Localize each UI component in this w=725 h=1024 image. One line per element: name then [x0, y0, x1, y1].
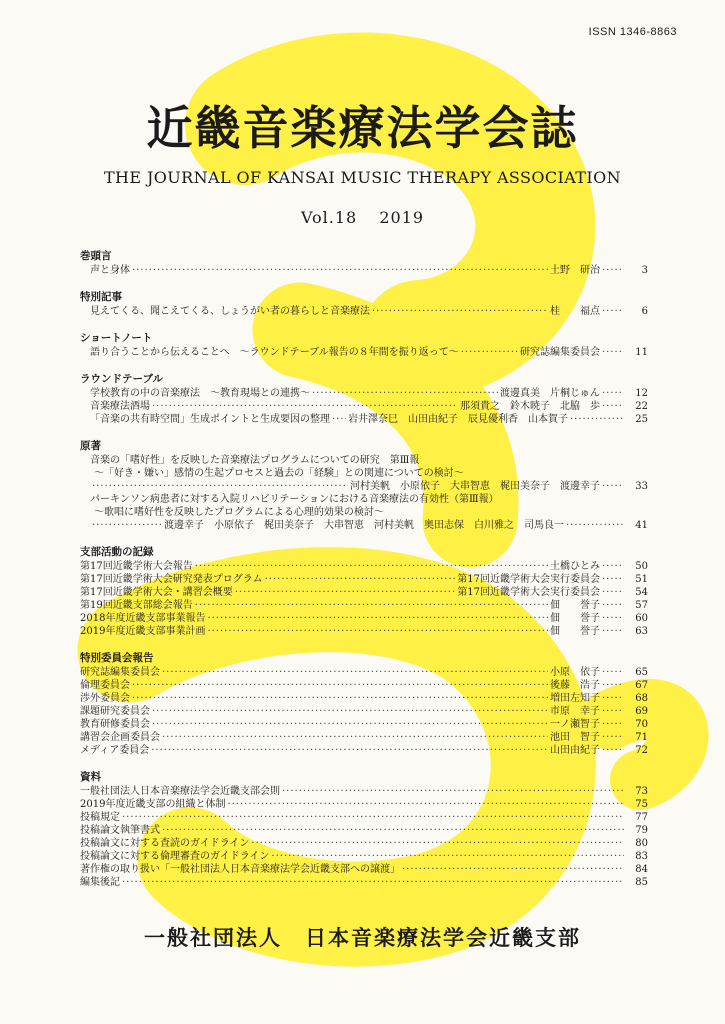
dot-leader [602, 705, 624, 718]
entry-page: 73 [635, 786, 648, 797]
entry-page: 57 [635, 600, 648, 611]
entry-author: 研究誌編集委員会 [520, 347, 600, 358]
entry-title: 編集後記 [80, 877, 120, 888]
dot-leader [461, 346, 518, 359]
dot-leader [602, 744, 624, 757]
table-of-contents [80, 250, 648, 889]
toc-entry[interactable] [80, 305, 648, 318]
dot-leader [602, 625, 624, 638]
toc-entry[interactable] [80, 346, 648, 359]
entry-title: 課題研究委員会 [80, 706, 150, 717]
entry-author: 小原 依子 [550, 667, 600, 678]
entry-author: 第17回近畿学術大会実行委員会 [457, 587, 600, 598]
entry-page: 80 [635, 838, 648, 849]
toc-entry[interactable] [80, 705, 648, 718]
dot-leader [602, 573, 624, 586]
entry-page: 75 [635, 799, 648, 810]
entry-page: 50 [635, 561, 648, 572]
dot-leader [570, 413, 624, 426]
dot-leader [92, 480, 348, 493]
toc-entry[interactable] [80, 679, 648, 692]
entry-title: 2019年度近畿支部事業計画 [80, 626, 206, 637]
article-title-line[interactable]: 音楽の「嗜好性」を反映した音楽療法プログラムについての研究 第Ⅲ報 [90, 455, 420, 466]
entry-page: 22 [635, 401, 648, 412]
dot-leader [152, 718, 548, 731]
toc-entry[interactable] [80, 264, 648, 277]
entry-title: 見えてくる、聞こえてくる、しょうがい者の暮らしと音楽療法 [90, 306, 370, 317]
dot-leader [602, 400, 624, 413]
toc-entry[interactable] [80, 718, 648, 731]
toc-entry[interactable] [80, 666, 648, 679]
entry-page: 3 [641, 265, 648, 276]
entry-author: 第17回近畿学術大会実行委員会 [457, 574, 600, 585]
entry-author: 増田左知子 [550, 693, 600, 704]
toc-entry[interactable] [80, 798, 648, 811]
toc-entry[interactable] [80, 573, 648, 586]
toc-section-preface [80, 250, 648, 277]
dot-leader [265, 573, 456, 586]
entry-page: 63 [635, 626, 648, 637]
toc-entry[interactable] [80, 850, 648, 863]
entry-title: 投稿論文に対する査読のガイドライン [80, 838, 250, 849]
dot-leader [235, 586, 456, 599]
dot-leader [251, 837, 624, 850]
toc-entry[interactable] [80, 837, 648, 850]
section-heading: 特別記事 [80, 291, 122, 303]
entry-page: 25 [635, 414, 648, 425]
section-heading: ショートノート [80, 332, 153, 344]
dot-leader [602, 346, 624, 359]
entry-author: 土橋ひとみ [550, 561, 600, 572]
volume-number: Vol.18 [300, 208, 358, 227]
toc-section-special [80, 291, 648, 318]
toc-entry[interactable] [80, 811, 648, 824]
entry-author: 桂 福点 [550, 306, 600, 317]
toc-entry[interactable] [80, 863, 648, 876]
entry-title: 第19回近畿支部総会報告 [80, 600, 193, 611]
entry-page: 68 [635, 693, 648, 704]
section-heading: 原著 [80, 440, 101, 452]
entry-title: 第17回近畿学術大会報告 [80, 561, 193, 572]
entry-page: 77 [635, 812, 648, 823]
entry-page: 70 [635, 719, 648, 730]
toc-entry[interactable] [80, 612, 648, 625]
entry-author: 後藤 浩子 [550, 680, 600, 691]
toc-section-materials [80, 771, 648, 889]
dot-leader [195, 560, 548, 573]
dot-leader [282, 785, 624, 798]
dot-leader [207, 612, 548, 625]
dot-leader [602, 612, 624, 625]
entry-author: 那須貴之 鈴木暁子 北脇 歩 [460, 401, 600, 412]
publication-year: 2019 [379, 208, 425, 227]
toc-section-committee-reports [80, 652, 648, 757]
dot-leader [207, 625, 548, 638]
dot-leader [195, 599, 548, 612]
entry-author: 市原 幸子 [550, 706, 600, 717]
entry-page: 65 [635, 667, 648, 678]
entry-author: 池田 智子 [550, 732, 600, 743]
article-subtitle-line: ～歌唱に嗜好性を反映したプログラムによる心理的効果の検討～ [94, 507, 384, 518]
entry-page: 11 [635, 347, 648, 358]
section-heading: 資料 [80, 771, 101, 783]
dot-leader [602, 692, 624, 705]
entry-title: 研究誌編集委員会 [80, 667, 160, 678]
dot-leader [132, 264, 548, 277]
toc-section-original [80, 440, 648, 532]
dot-leader [602, 480, 624, 493]
entry-title: 学校教育の中の音楽療法 ～教育現場との連携～ [90, 388, 310, 399]
dot-leader [162, 731, 548, 744]
entry-author: 一ノ瀬智子 [550, 719, 600, 730]
toc-entry[interactable] [80, 744, 648, 757]
entry-title: 投稿論文執筆書式 [80, 825, 160, 836]
toc-entry[interactable] [80, 692, 648, 705]
entry-page: 60 [635, 613, 648, 624]
entry-author: 河村美帆 小原依子 大串智恵 梶田美奈子 渡邊幸子 [350, 481, 600, 492]
entry-author: 佃 誉子 [550, 600, 600, 611]
dot-leader [152, 705, 548, 718]
entry-title: 一般社団法人日本音楽療法学会近畿支部会則 [80, 786, 280, 797]
entry-author: 岩井澤奈巳 山田由紀子 辰見優利香 山本賀子 [348, 414, 568, 425]
toc-entry[interactable] [80, 519, 648, 532]
entry-page: 84 [635, 864, 648, 875]
entry-title: 著作権の取り扱い「一般社団法人日本音楽療法学会近畿支部への譲渡」 [80, 864, 400, 875]
toc-entry[interactable] [80, 480, 648, 493]
entry-title: 語り合うことから伝えることへ ～ラウンドテーブル報告の８年間を振り返って～ [90, 347, 459, 358]
entry-title: 投稿論文に対する倫理審査のガイドライン [80, 851, 270, 862]
dot-leader [602, 718, 624, 731]
toc-entry[interactable] [80, 824, 648, 837]
entry-title: 渉外委員会 [80, 693, 130, 704]
entry-title: 2019年度近畿支部の組織と体制 [80, 799, 226, 810]
dot-leader [151, 744, 548, 757]
entry-author: 渡邊真美 片桐じゅん [500, 388, 600, 399]
entry-page: 33 [635, 481, 648, 492]
dot-leader [602, 666, 624, 679]
dot-leader [312, 387, 498, 400]
section-heading: 特別委員会報告 [80, 652, 154, 664]
entry-author: 渡邊幸子 小原依子 梶田美奈子 大串智恵 河村美帆 奥田志保 白川雅之 司馬良一 [164, 520, 564, 531]
toc-entry[interactable] [80, 731, 648, 744]
dot-leader [602, 387, 624, 400]
toc-section-short-note [80, 332, 648, 359]
section-heading: ラウンドテーブル [80, 373, 164, 385]
entry-author: 佃 誉子 [550, 626, 600, 637]
dot-leader [162, 824, 624, 837]
toc-entry[interactable] [80, 413, 648, 426]
section-heading: 支部活動の記録 [80, 546, 154, 558]
toc-entry[interactable] [80, 400, 648, 413]
dot-leader [152, 400, 458, 413]
entry-page: 51 [635, 574, 648, 585]
dot-leader [271, 850, 624, 863]
entry-page: 71 [635, 732, 648, 743]
entry-title: メディア委員会 [80, 745, 150, 756]
entry-author: 土野 研治 [550, 265, 600, 276]
toc-entry[interactable] [80, 586, 648, 599]
entry-page: 67 [635, 680, 648, 691]
toc-entry[interactable] [80, 785, 648, 798]
dot-leader [92, 519, 162, 532]
dot-leader [372, 305, 548, 318]
issn-number: ISSN 1346-8863 [588, 26, 677, 38]
entry-page: 12 [635, 388, 648, 399]
dot-leader [602, 731, 624, 744]
dot-leader [602, 560, 624, 573]
entry-title: 声と身体 [90, 265, 130, 276]
entry-page: 72 [635, 745, 648, 756]
section-heading: 巻頭言 [80, 250, 112, 262]
article-subtitle-line: ～「好き・嫌い」感情の生起プロセスと過去の「経験」との関連についての検討～ [94, 468, 464, 479]
entry-title: 講習会企画委員会 [80, 732, 160, 743]
entry-title: 倫理委員会 [80, 680, 130, 691]
entry-page: 6 [641, 306, 648, 317]
dot-leader [122, 811, 624, 824]
dot-leader [162, 666, 548, 679]
entry-author: 山田由紀子 [550, 745, 600, 756]
entry-author: 佃 誉子 [550, 613, 600, 624]
entry-page: 41 [635, 520, 648, 531]
article-title-line[interactable]: パーキンソン病患者に対する入院リハビリテーションにおける音楽療法の有効性（第Ⅲ報） [90, 494, 499, 505]
toc-section-roundtable [80, 373, 648, 426]
toc-entry[interactable] [80, 876, 648, 889]
toc-entry[interactable] [80, 560, 648, 573]
journal-title-japanese: 近畿音楽療法学会誌 [146, 101, 579, 155]
entry-title: 「音楽の共有時空間」生成ポイントと生成要因の整理 [90, 414, 330, 425]
entry-page: 85 [635, 877, 648, 888]
journal-title-english: THE JOURNAL OF KANSAI MUSIC THERAPY ASSOCIATION [103, 168, 622, 187]
toc-entry[interactable] [80, 625, 648, 638]
entry-page: 83 [635, 851, 648, 862]
dot-leader [602, 586, 624, 599]
dot-leader [602, 599, 624, 612]
entry-page: 69 [635, 706, 648, 717]
entry-title: 第17回近畿学術大会研究発表プログラム [80, 574, 263, 585]
entry-title: 教育研修委員会 [80, 719, 150, 730]
dot-leader [602, 679, 624, 692]
entry-page: 79 [635, 825, 648, 836]
dot-leader [602, 305, 624, 318]
entry-title: 音楽療法酒場 [90, 401, 150, 412]
dot-leader [227, 798, 624, 811]
dot-leader [122, 876, 624, 889]
entry-title: 2018年度近畿支部事業報告 [80, 613, 206, 624]
entry-page: 54 [635, 587, 648, 598]
volume-line [0, 208, 725, 227]
dot-leader [566, 519, 624, 532]
dot-leader [132, 679, 548, 692]
toc-entry[interactable] [80, 599, 648, 612]
dot-leader [402, 863, 624, 876]
dot-leader [602, 264, 624, 277]
toc-entry[interactable] [80, 387, 648, 400]
dot-leader [332, 413, 346, 426]
entry-title: 投稿規定 [80, 812, 120, 823]
entry-title: 第17回近畿学術大会・講習会概要 [80, 587, 233, 598]
toc-section-branch-activities [80, 546, 648, 638]
publisher-name: 一般社団法人 日本音楽療法学会近畿支部 [144, 927, 581, 950]
dot-leader [132, 692, 548, 705]
